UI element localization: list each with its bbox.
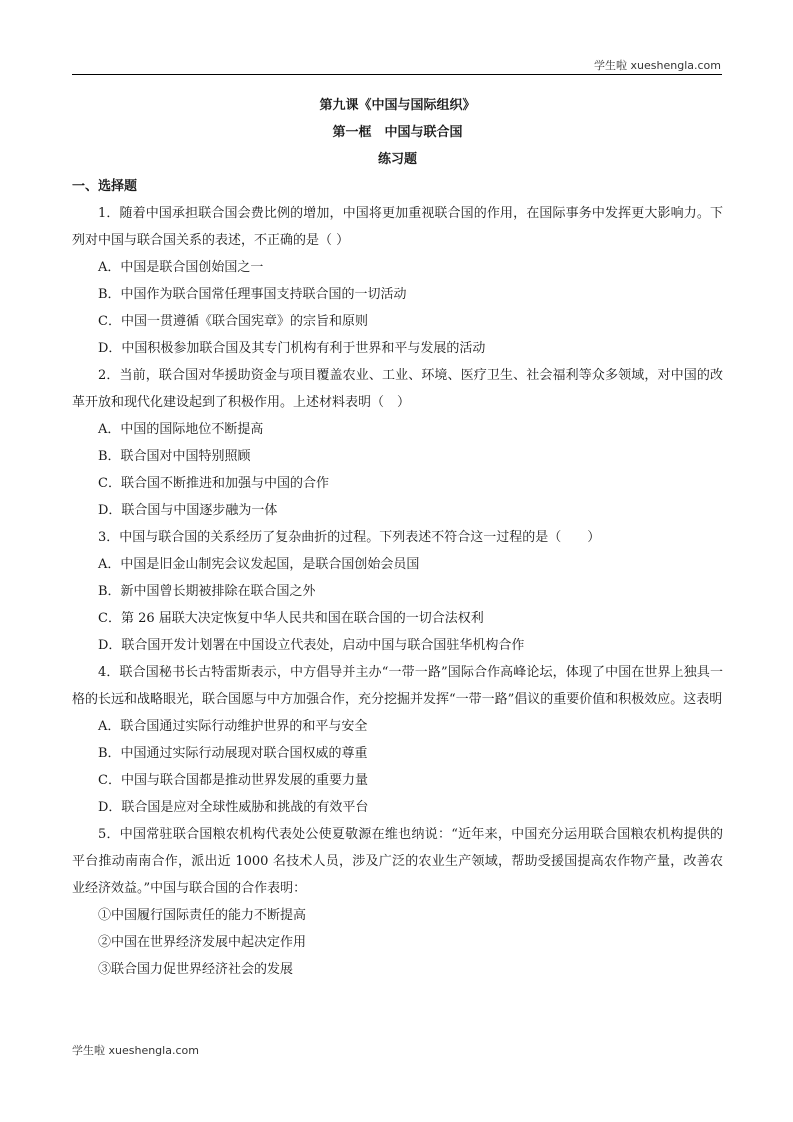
question-option: D．联合国与中国逐步融为一体 [98,503,278,518]
question-option: A．中国是联合国创始国之一 [98,260,264,275]
question-option: A．中国的国际地位不断提高 [98,422,264,437]
question-stem: 3．中国与联合国的关系经历了复杂曲折的过程。下列表述不符合这一过程的是（ ） [98,530,601,545]
lesson-title: 第九课《中国与国际组织》 [319,98,476,113]
question-stem: 5．中国常驻联合国粮农机构代表处公使夏敬源在维也纳说：“近年来，中国充分运用联合国粮农机构提供的平台推动南南合作，派出近 1000 名技术人员，涉及广泛的农业生产领域，帮助受援国提高农作物产量，改善农业经济效益。”中国与联合国的合作表明： [72,827,723,896]
question-option: C．第 26 届联大决定恢复中华人民共和国在联合国的一切合法权利 [98,611,484,626]
document-body [72,92,723,983]
exercise-title: 练习题 [377,152,417,167]
question-option: D．中国积极参加联合国及其专门机构有利于世界和平与发展的活动 [98,341,486,356]
question-stem: 2．当前，联合国对华援助资金与项目覆盖农业、工业、环境、医疗卫生、社会福利等众多领域，对中国的改革开放和现代化建设起到了积极作用。上述材料表明（ ） [72,368,723,410]
part-heading-multiple-choice: 一、选择题 [72,179,138,194]
question-option: A．联合国通过实际行动维护世界的和平与安全 [98,719,368,734]
question-option: B．新中国曾长期被排除在联合国之外 [98,584,316,599]
question-statement: ①中国履行国际责任的能力不断提高 [98,908,307,923]
question-statement: ③联合国力促世界经济社会的发展 [98,962,294,977]
question-option: D．联合国是应对全球性威胁和挑战的有效平台 [98,800,369,815]
question-stem: 1．随着中国承担联合国会费比例的增加，中国将更加重视联合国的作用，在国际事务中发挥更大影响力。下列对中国与联合国关系的表述，不正确的是（ ） [72,206,723,248]
question-option: B．中国作为联合国常任理事国支持联合国的一切活动 [98,287,407,302]
question-option: C．联合国不断推进和加强与中国的合作 [98,476,329,491]
section-title: 第一框 中国与联合国 [332,125,463,140]
header-site-label: 学生啦 xueshengla.com [594,59,721,72]
question-option: B．中国通过实际行动展现对联合国权威的尊重 [98,746,368,761]
question-option: C．中国与联合国都是推动世界发展的重要力量 [98,773,368,788]
question-option: C．中国一贯遵循《联合国宪章》的宗旨和原则 [98,314,368,329]
header-divider [72,74,722,75]
question-stem: 4．联合国秘书长古特雷斯表示，中方倡导并主办“一带一路”国际合作高峰论坛，体现了中国在世界上独具一格的长远和战略眼光，联合国愿与中方加强合作，充分挖掘并发挥“一带一路”倡议的重要价值和积极效应。这表明 [72,665,723,707]
question-option: A．中国是旧金山制宪会议发起国，是联合国创始会员国 [98,557,420,572]
footer-site-label: 学生啦 xueshengla.com [72,1044,199,1057]
question-option: B．联合国对中国特别照顾 [98,449,251,464]
question-statement: ②中国在世界经济发展中起决定作用 [98,935,307,950]
question-option: D．联合国开发计划署在中国设立代表处，启动中国与联合国驻华机构合作 [98,638,525,653]
